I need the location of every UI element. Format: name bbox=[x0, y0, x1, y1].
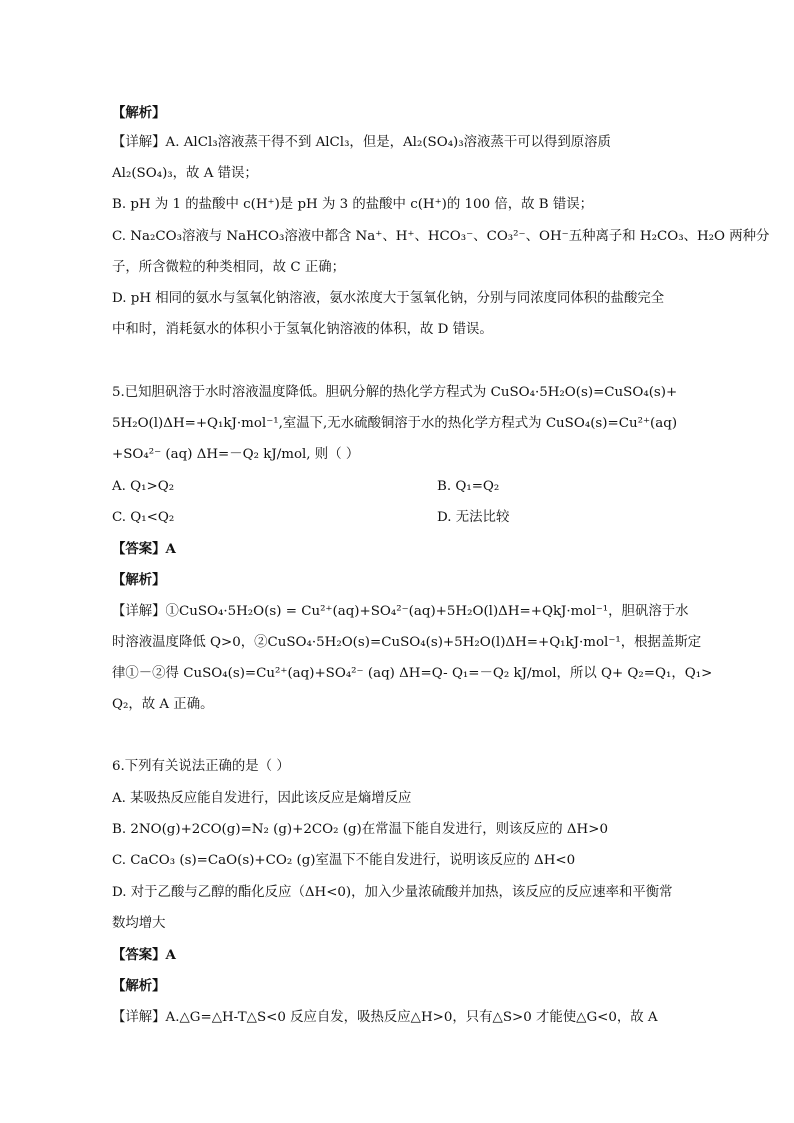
q5-option-d: D. 无法比较 bbox=[437, 510, 510, 525]
q6-detail-line-1: 【详解】A.△G=△H-T△S<0 反应自发，吸热反应△H>0，只有△S>0 才能使△G<0，故 A bbox=[112, 1010, 658, 1025]
q5-analysis-heading: 【解析】 bbox=[112, 572, 166, 588]
q4-detail-line-1: 【详解】A. AlCl₃溶液蒸干得不到 AlCl₃，但是，Al₂(SO₄)₃溶液蒸干可以得到原溶质 bbox=[112, 135, 611, 150]
q6-stem: 6.下列有关说法正确的是（ ） bbox=[112, 759, 290, 774]
q4-analysis-heading: 【解析】 bbox=[112, 105, 166, 121]
q5-answer: 【答案】A bbox=[112, 541, 176, 557]
q5-stem-line-1: 5.已知胆矾溶于水时溶液温度降低。胆矾分解的热化学方程式为 CuSO₄·5H₂O(s)=CuSO₄(s)+ bbox=[112, 385, 678, 400]
q6-option-c: C. CaCO₃ (s)=CaO(s)+CO₂ (g)室温下不能自发进行，说明该反应的 ΔH<0 bbox=[112, 853, 576, 868]
q5-option-b: B. Q₁=Q₂ bbox=[437, 479, 500, 494]
q5-stem-line-3: +SO₄²⁻ (aq) ΔH=－Q₂ kJ/mol, 则（ ） bbox=[112, 447, 360, 462]
q6-option-a: A. 某吸热反应能自发进行，因此该反应是熵增反应 bbox=[112, 791, 412, 806]
q5-detail-line-3: 律①－②得 CuSO₄(s)=Cu²⁺(aq)+SO₄²⁻ (aq) ΔH=Q- Q₁=－Q₂ kJ/mol，所以 Q+ Q₂=Q₁，Q₁> bbox=[112, 666, 713, 681]
q5-option-a: A. Q₁>Q₂ bbox=[112, 479, 175, 494]
q4-detail-line-2: Al₂(SO₄)₃，故 A 错误； bbox=[112, 166, 258, 181]
q4-detail-line-5: 子，所含微粒的种类相同，故 C 正确； bbox=[112, 260, 346, 275]
q6-option-b: B. 2NO(g)+2CO(g)=N₂ (g)+2CO₂ (g)在常温下能自发进行，则该反应的 ΔH>0 bbox=[112, 822, 608, 837]
q4-detail-line-3: B. pH 为 1 的盐酸中 c(H⁺)是 pH 为 3 的盐酸中 c(H⁺)的 100 倍，故 B 错误； bbox=[112, 197, 594, 212]
q5-detail-line-4: Q₂，故 A 正确。 bbox=[112, 697, 214, 712]
q6-answer: 【答案】A bbox=[112, 947, 176, 963]
q6-option-d-line-2: 数均增大 bbox=[112, 916, 166, 931]
q4-detail-line-4: C. Na₂CO₃溶液与 NaHCO₃溶液中都含 Na⁺、H⁺、HCO₃⁻、CO₃²⁻、OH⁻五种离子和 H₂CO₃、H₂O 两种分 bbox=[112, 229, 770, 244]
q5-detail-line-2: 时溶液温度降低 Q>0，②CuSO₄·5H₂O(s)=CuSO₄(s)+5H₂O(l)ΔH=+Q₁kJ·mol⁻¹，根据盖斯定 bbox=[112, 635, 702, 650]
q5-detail-line-1: 【详解】①CuSO₄·5H₂O(s) = Cu²⁺(aq)+SO₄²⁻(aq)+5H₂O(l)ΔH=+QkJ·mol⁻¹，胆矾溶于水 bbox=[112, 604, 689, 619]
q4-detail-line-6: D. pH 相同的氨水与氢氧化钠溶液，氨水浓度大于氢氧化钠，分别与同浓度同体积的盐酸完全 bbox=[112, 291, 665, 306]
q6-analysis-heading: 【解析】 bbox=[112, 978, 166, 994]
q5-option-c: C. Q₁<Q₂ bbox=[112, 510, 175, 525]
q4-detail-line-7: 中和时，消耗氨水的体积小于氢氧化钠溶液的体积，故 D 错误。 bbox=[112, 322, 493, 337]
q5-stem-line-2: 5H₂O(l)ΔH=+Q₁kJ·mol⁻¹,室温下,无水硫酸铜溶于水的热化学方程式为 CuSO₄(s)=Cu²⁺(aq) bbox=[112, 416, 678, 431]
q6-option-d-line-1: D. 对于乙酸与乙醇的酯化反应（ΔH<0)，加入少量浓硫酸并加热，该反应的反应速率和平衡常 bbox=[112, 885, 673, 900]
